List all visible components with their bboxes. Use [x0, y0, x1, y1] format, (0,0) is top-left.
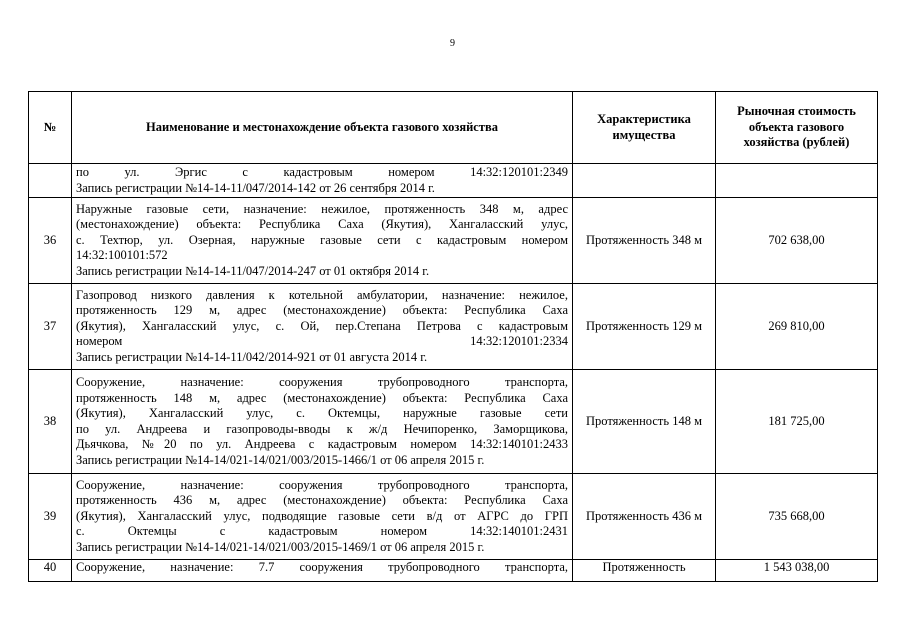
description-line: номером 14:32:120101:2334	[76, 334, 568, 349]
gas-facilities-table	[28, 91, 878, 582]
description-line: (Якутия), Хангаласский улус, с. Октемцы, наружные газовые сети	[76, 406, 568, 420]
description-line: Дьячкова, №20 по ул. Андреева с кадастровым номером 14:32:140101:2433	[76, 437, 568, 451]
header-name: Наименование и местонахождение объекта газового хозяйства	[72, 92, 573, 164]
row-number	[29, 164, 72, 198]
description-line: (Якутия), Хангаласский улус, подводящие газовые сети в/д от АГРС до ГРП	[76, 508, 568, 523]
property-characteristic: Протяженность 148 м	[573, 370, 716, 474]
table-body	[29, 164, 878, 582]
market-value: 1 543 038,00	[716, 560, 878, 582]
description-line: протяженность 129 м, адрес (местонахождение) объекта: Республика Саха	[76, 303, 568, 318]
property-characteristic: Протяженность 436 м	[573, 474, 716, 560]
description-line: Сооружение, назначение: 7.7 сооружения трубопроводного транспорта,	[76, 560, 568, 574]
object-description	[72, 198, 573, 284]
object-description	[72, 560, 573, 582]
object-description	[72, 370, 573, 474]
row-number: 39	[29, 474, 72, 560]
description-line: по ул. Эргис с кадастровым номером 14:32:120101:2349	[76, 165, 568, 179]
description-line: Сооружение, назначение: сооружения трубопроводного транспорта,	[76, 477, 568, 492]
row-number: 37	[29, 284, 72, 370]
page-number: 9	[450, 38, 455, 49]
property-characteristic: Протяженность 348 м	[573, 198, 716, 284]
description-line: 14:32:100101:572	[76, 248, 168, 263]
description-line: (Якутия), Хангаласский улус, с. Ой, пер.Степана Петрова с кадастровым	[76, 318, 568, 333]
description-line: Запись регистрации №14-14/021-14/021/003/2015-1466/1 от 06 апреля 2015 г.	[76, 452, 485, 467]
property-characteristic: Протяженность	[573, 560, 716, 582]
description-line: с. Техтюр, ул. Озерная, наружные газовые сети с кадастровым номером	[76, 232, 568, 247]
description-line: протяженность 436 м, адрес (местонахождение) объекта: Республика Саха	[76, 493, 568, 508]
description-line: протяженность 148 м, адрес (местонахождение) объекта: Республика Саха	[76, 390, 568, 405]
market-value: 181 725,00	[716, 370, 878, 474]
description-line: с. Октемцы с кадастровым номером 14:32:140101:2431	[76, 524, 568, 539]
header-number: №	[29, 92, 72, 164]
market-value: 702 638,00	[716, 198, 878, 284]
table-row	[29, 560, 878, 582]
object-description	[72, 164, 573, 198]
description-line: Запись регистрации №14-14/021-14/021/003/2015-1469/1 от 06 апреля 2015 г.	[76, 539, 485, 554]
table-row	[29, 198, 878, 284]
description-line: Сооружение, назначение: сооружения трубопроводного транспорта,	[76, 375, 568, 389]
market-value: 269 810,00	[716, 284, 878, 370]
object-description	[72, 284, 573, 370]
header-characteristic: Характеристика имущества	[573, 92, 716, 164]
description-line: Запись регистрации №14-14-11/042/2014-921 от 01 августа 2014 г.	[76, 349, 428, 364]
table-header-row	[29, 92, 878, 164]
row-number: 40	[29, 560, 72, 582]
property-characteristic	[573, 164, 716, 198]
description-line: по ул. Андреева и газопроводы-вводы к ж/д Нечипоренко, Заморщикова,	[76, 421, 568, 436]
table-row	[29, 284, 878, 370]
market-value	[716, 164, 878, 198]
table-row	[29, 474, 878, 560]
description-line: Запись регистрации №14-14-11/047/2014-247 от 01 октября 2014 г.	[76, 263, 430, 278]
description-line: Запись регистрации №14-14-11/047/2014-142 от 26 сентября 2014 г.	[76, 180, 435, 195]
table-row	[29, 370, 878, 474]
table-row	[29, 164, 878, 198]
description-line: Наружные газовые сети, назначение: нежилое, протяженность 348 м, адрес	[76, 201, 568, 216]
row-number: 38	[29, 370, 72, 474]
property-characteristic: Протяженность 129 м	[573, 284, 716, 370]
row-number: 36	[29, 198, 72, 284]
market-value: 735 668,00	[716, 474, 878, 560]
header-market-value: Рыночная стоимость объекта газового хозяйства (рублей)	[716, 92, 878, 164]
description-line: Газопровод низкого давления к котельной амбулатории, назначение: нежилое,	[76, 287, 568, 302]
description-line: (местонахождение) объекта: Республика Саха (Якутия), Хангаласский улус,	[76, 217, 568, 232]
object-description	[72, 474, 573, 560]
